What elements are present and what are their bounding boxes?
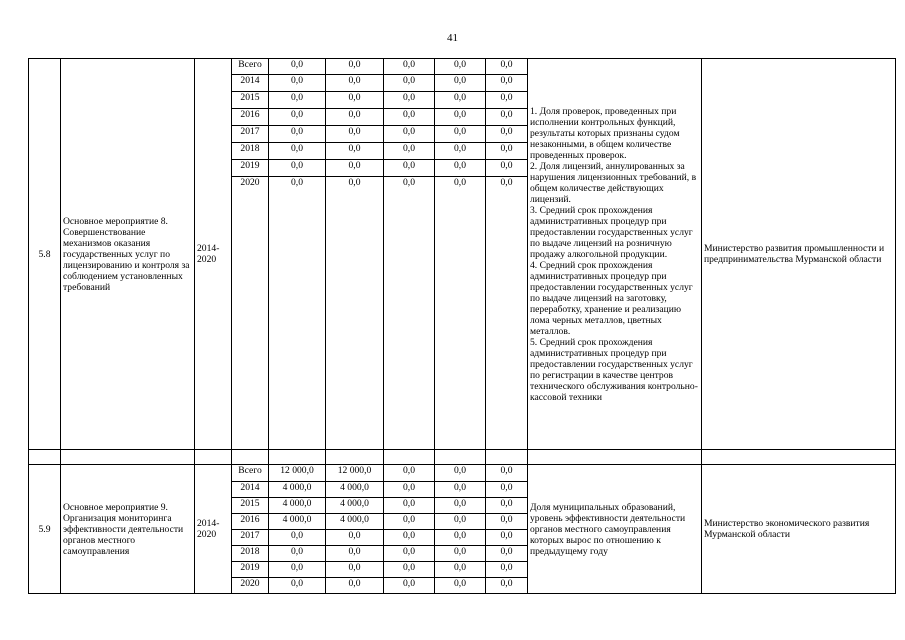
separator-cell — [486, 450, 528, 465]
finance-value: 0,0 — [384, 578, 435, 594]
separator-cell — [435, 450, 486, 465]
finance-value: 0,0 — [435, 109, 486, 126]
item-period: 2014- 2020 — [195, 59, 232, 450]
finance-value: 0,0 — [384, 109, 435, 126]
finance-value: 0,0 — [486, 75, 528, 92]
item-responsible: Министерство развития промышленности и предпринимательства Мурманской области — [702, 59, 896, 450]
finance-value: 4 000,0 — [326, 482, 384, 498]
finance-value: 0,0 — [435, 530, 486, 546]
finance-year: 2016 — [232, 109, 269, 126]
finance-value: 0,0 — [486, 465, 528, 482]
finance-value: 0,0 — [326, 109, 384, 126]
finance-value: 0,0 — [435, 143, 486, 160]
finance-value: 4 000,0 — [269, 514, 326, 530]
finance-year: 2020 — [232, 177, 269, 450]
separator-cell — [384, 450, 435, 465]
finance-value: 12 000,0 — [326, 465, 384, 482]
finance-value: 0,0 — [486, 177, 528, 450]
separator-cell — [528, 450, 702, 465]
finance-year: 2014 — [232, 75, 269, 92]
finance-value: 0,0 — [326, 92, 384, 109]
finance-year: Всего — [232, 59, 269, 75]
item-name: Основное мероприятие 9. Организация мониторинга эффективности деятельности органов местного самоуправления — [61, 465, 195, 594]
finance-row — [29, 59, 896, 75]
finance-year: 2019 — [232, 562, 269, 578]
separator-cell — [269, 450, 326, 465]
finance-value: 0,0 — [435, 562, 486, 578]
item-name: Основное мероприятие 8. Совершенствование механизмов оказания государственных услуг по лицензированию и контроля за соблюдением установленных требований — [61, 59, 195, 450]
separator-cell — [29, 450, 61, 465]
finance-value: 0,0 — [435, 92, 486, 109]
finance-value: 0,0 — [384, 177, 435, 450]
program-table — [28, 58, 896, 594]
finance-value: 0,0 — [269, 109, 326, 126]
finance-value: 0,0 — [384, 160, 435, 177]
finance-value: 0,0 — [326, 530, 384, 546]
finance-value: 0,0 — [384, 546, 435, 562]
finance-value: 0,0 — [269, 126, 326, 143]
finance-value: 0,0 — [486, 59, 528, 75]
finance-value: 0,0 — [486, 562, 528, 578]
finance-value: 0,0 — [384, 562, 435, 578]
finance-year: 2015 — [232, 92, 269, 109]
finance-value: 0,0 — [384, 465, 435, 482]
finance-value: 0,0 — [269, 92, 326, 109]
item-number: 5.8 — [29, 59, 61, 450]
finance-value: 0,0 — [269, 578, 326, 594]
finance-value: 0,0 — [486, 498, 528, 514]
finance-value: 0,0 — [384, 126, 435, 143]
finance-value: 0,0 — [486, 92, 528, 109]
finance-row — [29, 465, 896, 482]
finance-value: 0,0 — [384, 482, 435, 498]
finance-value: 0,0 — [269, 546, 326, 562]
finance-value: 0,0 — [326, 578, 384, 594]
separator-cell — [702, 450, 896, 465]
finance-value: 0,0 — [269, 75, 326, 92]
finance-value: 0,0 — [435, 482, 486, 498]
finance-value: 0,0 — [435, 498, 486, 514]
finance-value: 0,0 — [486, 578, 528, 594]
finance-value: 0,0 — [326, 143, 384, 160]
finance-year: 2016 — [232, 514, 269, 530]
finance-value: 0,0 — [435, 546, 486, 562]
finance-value: 0,0 — [384, 143, 435, 160]
finance-value: 0,0 — [486, 109, 528, 126]
finance-value: 0,0 — [486, 546, 528, 562]
finance-year: 2015 — [232, 498, 269, 514]
finance-value: 0,0 — [269, 143, 326, 160]
finance-value: 0,0 — [486, 160, 528, 177]
item-indicators: 1. Доля проверок, проведенных при исполнении контрольных функций, результаты которых признаны судом незаконными, в общем количестве проведенных проверок. 2. Доля лицензий, аннулированных за нарушения лицензионных требований, в общем количестве действующих лицензий. 3. Средний срок прохождения административных процедур при предоставлении государственных услуг по выдаче лицензий на розничную продажу алкогольной продукции. 4. Средний срок прохождения административных процедур при предоставлении государственных услуг по выдаче лицензий на заготовку, переработку, хранение и реализацию лома черных металлов, цветных металлов. 5. Средний срок прохождения административных процедур при предоставлении государственных услуг по регистрации в качестве центров технического обслуживания контрольно-кассовой техники — [528, 59, 702, 450]
item-number: 5.9 — [29, 465, 61, 594]
item-indicators: Доля муниципальных образований, уровень эффективности деятельности органов местного самоуправления которых вырос по отношению к предыдущему году — [528, 465, 702, 594]
finance-year: 2017 — [232, 530, 269, 546]
finance-value: 0,0 — [326, 126, 384, 143]
finance-value: 0,0 — [326, 177, 384, 450]
finance-value: 0,0 — [435, 160, 486, 177]
finance-year: 2018 — [232, 143, 269, 160]
finance-value: 0,0 — [486, 514, 528, 530]
separator-cell — [61, 450, 195, 465]
finance-value: 12 000,0 — [269, 465, 326, 482]
finance-value: 4 000,0 — [269, 498, 326, 514]
finance-value: 0,0 — [384, 59, 435, 75]
finance-value: 0,0 — [384, 530, 435, 546]
finance-value: 0,0 — [486, 143, 528, 160]
finance-value: 0,0 — [435, 75, 486, 92]
finance-year: 2018 — [232, 546, 269, 562]
finance-value: 4 000,0 — [326, 498, 384, 514]
separator-cell — [232, 450, 269, 465]
finance-value: 0,0 — [435, 514, 486, 530]
finance-value: 0,0 — [269, 562, 326, 578]
finance-value: 0,0 — [384, 92, 435, 109]
finance-value: 0,0 — [269, 59, 326, 75]
finance-year: 2017 — [232, 126, 269, 143]
finance-value: 0,0 — [384, 498, 435, 514]
finance-year: 2014 — [232, 482, 269, 498]
separator-cell — [326, 450, 384, 465]
finance-value: 0,0 — [486, 126, 528, 143]
finance-year: Всего — [232, 465, 269, 482]
separator-cell — [195, 450, 232, 465]
finance-value: 0,0 — [326, 546, 384, 562]
finance-value: 0,0 — [486, 482, 528, 498]
finance-value: 0,0 — [486, 530, 528, 546]
finance-value: 0,0 — [326, 59, 384, 75]
finance-value: 0,0 — [326, 562, 384, 578]
finance-value: 4 000,0 — [269, 482, 326, 498]
finance-value: 0,0 — [435, 177, 486, 450]
finance-year: 2019 — [232, 160, 269, 177]
table-body — [29, 59, 896, 594]
finance-value: 0,0 — [269, 530, 326, 546]
finance-value: 0,0 — [435, 126, 486, 143]
finance-value: 0,0 — [384, 514, 435, 530]
finance-value: 0,0 — [269, 160, 326, 177]
finance-value: 0,0 — [435, 465, 486, 482]
finance-value: 0,0 — [269, 177, 326, 450]
item-responsible: Министерство экономического развития Мурманской области — [702, 465, 896, 594]
finance-value: 0,0 — [326, 160, 384, 177]
finance-value: 0,0 — [326, 75, 384, 92]
finance-value: 0,0 — [435, 578, 486, 594]
finance-value: 0,0 — [435, 59, 486, 75]
page-number: 41 — [447, 32, 458, 44]
item-period: 2014- 2020 — [195, 465, 232, 594]
finance-year: 2020 — [232, 578, 269, 594]
finance-value: 4 000,0 — [326, 514, 384, 530]
finance-value: 0,0 — [384, 75, 435, 92]
separator-row — [29, 450, 896, 465]
